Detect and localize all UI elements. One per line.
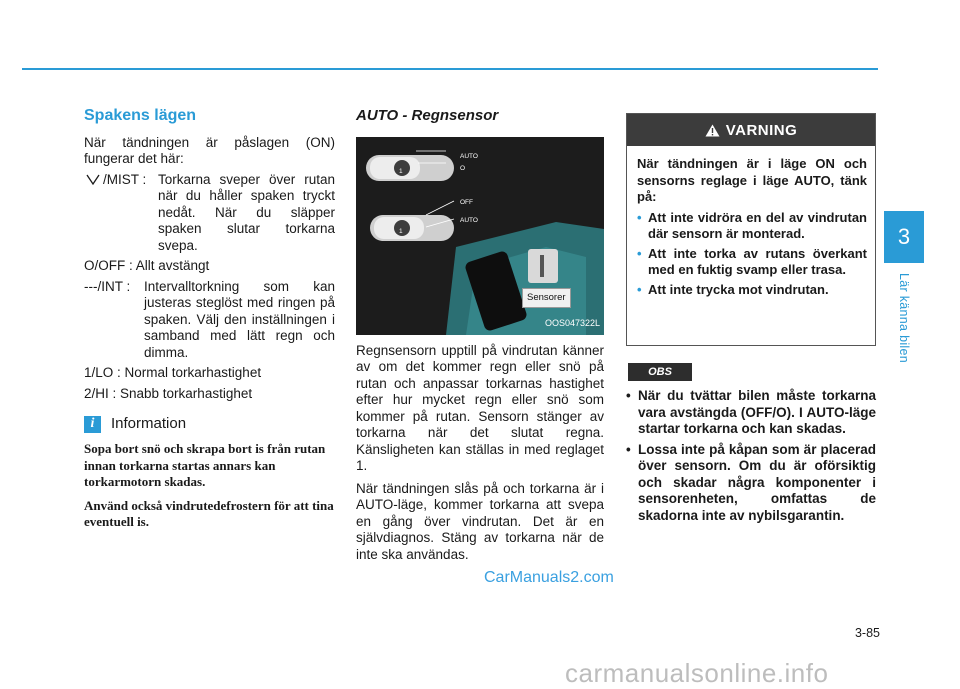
warning-header bbox=[627, 114, 875, 146]
figure-label-auto-top: AUTO bbox=[460, 152, 478, 160]
bullet-icon: • bbox=[637, 209, 642, 225]
auto-heading: AUTO - Regnsensor bbox=[356, 107, 499, 124]
warning-box bbox=[626, 113, 876, 346]
off-definition: O/OFF : Allt avstängt bbox=[84, 258, 210, 273]
column-2 bbox=[356, 108, 604, 569]
bullet-icon: • bbox=[637, 281, 642, 297]
rain-sensor-figure bbox=[356, 137, 604, 335]
mist-term: /MIST : bbox=[103, 171, 147, 187]
sensor-callout: Sensorer bbox=[522, 288, 571, 309]
obs-list bbox=[626, 388, 876, 528]
lo-definition: 1/LO : Normal torkarhastighet bbox=[84, 365, 262, 380]
warning-item: • Att inte trycka mot vindrutan. bbox=[637, 281, 829, 297]
figure-label-1b: 1 bbox=[399, 227, 403, 235]
information-title: Information bbox=[111, 415, 187, 433]
interval-description: Intervalltorkning som kan justeras steglöst med ringen på spaken. Välj den inställningen i samband med lätt regn och dimma. bbox=[144, 278, 335, 360]
info-icon: i bbox=[84, 416, 101, 433]
watermark-bottom: carmanualsonline.info bbox=[565, 658, 829, 688]
interval-definition bbox=[84, 279, 335, 362]
interval-term: ---/INT : bbox=[84, 278, 131, 294]
mist-v-icon bbox=[86, 174, 100, 185]
obs-badge: OBS bbox=[628, 363, 692, 381]
figure-code: OOS047322L bbox=[544, 318, 600, 328]
auto-paragraph-1: Regnsensorn upptill på vindrutan känner av om det kommer regn eller snö på rutan och anpassar torkarnas hastighet efter hur mycket regn eller snö som kommer på rutan. Sensorn stänger av torkarna när det slutat regna. Känsligheten kan ställas in med reglaget 1. bbox=[356, 342, 604, 473]
top-rule bbox=[22, 68, 878, 70]
mist-description: Torkarna sveper över rutan när du håller spaken tryckt nedåt. När du släpper spaken slutar torkarna svepa. bbox=[158, 171, 335, 253]
obs-item: • När du tvättar bilen måste torkarna vara avstängda (OFF/O). I AUTO-läge startar torkarna och kan skadas. bbox=[626, 388, 876, 436]
bullet-icon: • bbox=[637, 245, 642, 261]
intro-text: När tändningen är påslagen (ON) fungerar det här: bbox=[84, 134, 335, 166]
hi-definition: 2/HI : Snabb torkarhastighet bbox=[84, 385, 253, 401]
column-1 bbox=[84, 108, 335, 538]
chapter-label: Lär känna bilen bbox=[897, 273, 911, 363]
warning-title: VARNING bbox=[725, 121, 798, 139]
warning-triangle-icon bbox=[705, 124, 720, 137]
warning-body bbox=[627, 146, 875, 298]
information-text-1: Sopa bort snö och skrapa bort is från rutan innan torkarna startas annars kan torkarmotorn skadas. bbox=[84, 441, 326, 489]
figure-label-o: O bbox=[460, 164, 466, 172]
section-heading: Spakens lägen bbox=[84, 107, 197, 124]
bullet-icon: • bbox=[626, 388, 631, 403]
mist-definition bbox=[84, 172, 335, 255]
figure-label-auto-bottom: AUTO bbox=[460, 216, 478, 224]
warning-item: • Att inte torka av rutans överkant med en fuktig svamp eller trasa. bbox=[637, 245, 867, 277]
warning-item: • Att inte vidröra en del av vindrutan där sensorn är monterad. bbox=[637, 209, 867, 241]
obs-item: • Lossa inte på kåpan som är placerad över sensorn. Om du är oförsiktig och skadar några komponenter i sensorenheten, omfattas de skadorna inte av nybilsgarantin. bbox=[626, 441, 876, 523]
chapter-tab[interactable]: 3 bbox=[884, 211, 924, 263]
page-number: 3-85 bbox=[854, 626, 880, 640]
information-header bbox=[84, 416, 335, 433]
warning-intro: När tändningen är i läge ON och sensorns reglage i läge AUTO, tänk på: bbox=[637, 156, 867, 204]
watermark-link[interactable]: CarManuals2.com bbox=[484, 569, 614, 586]
figure-label-1a: 1 bbox=[399, 167, 403, 175]
figure-label-off: OFF bbox=[460, 198, 473, 206]
information-text-2: Använd också vindrutedefrostern för att tina eventuell is. bbox=[84, 497, 334, 529]
auto-paragraph-2: När tändningen slås på och torkarna är i AUTO-läge, kommer torkarna att svepa en gång över vindrutan. Det är en självdiagnos. Stäng av torkarna när de inte ska användas. bbox=[356, 480, 604, 562]
bullet-icon: • bbox=[626, 441, 631, 457]
